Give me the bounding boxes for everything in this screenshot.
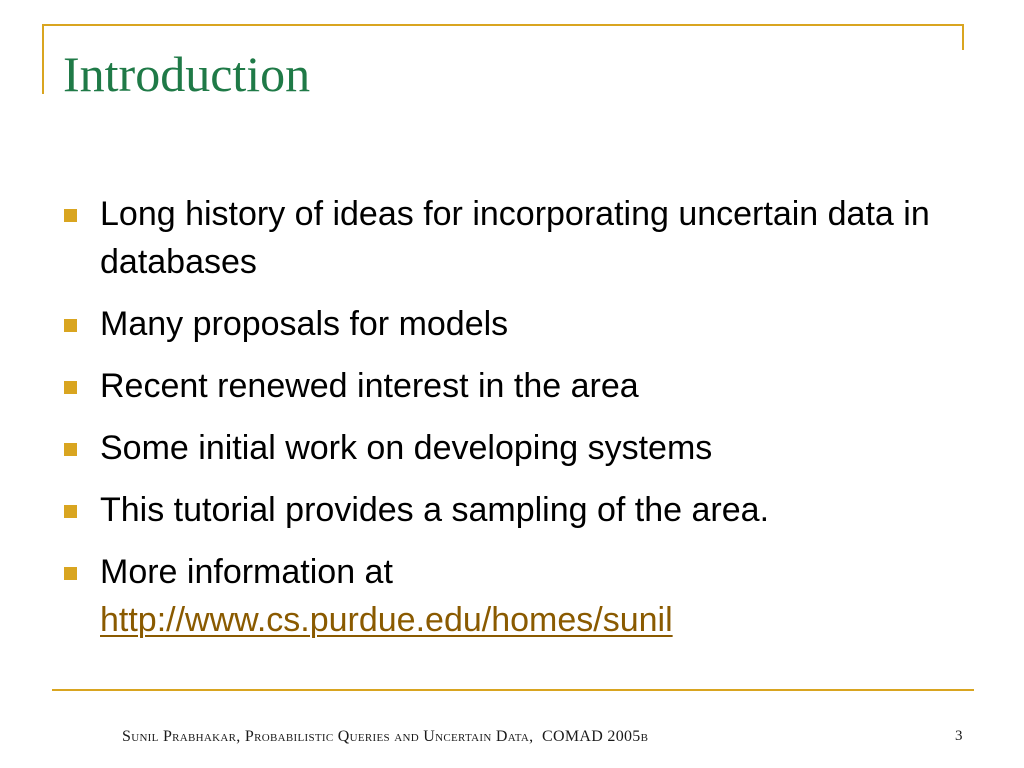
slide-title: Introduction <box>63 46 311 102</box>
square-bullet-icon <box>64 209 77 222</box>
square-bullet-icon <box>64 567 77 580</box>
page-number: 3 <box>955 728 963 744</box>
bullet-item <box>62 190 962 286</box>
footer-rule <box>52 689 974 691</box>
bullet-text: Many proposals for models <box>100 305 509 343</box>
square-bullet-icon <box>64 443 77 456</box>
homepage-link[interactable]: http://www.cs.purdue.edu/homes/sunil <box>100 601 673 639</box>
bullet-item <box>62 486 962 534</box>
frame-top-rule <box>42 24 964 26</box>
bullet-item <box>62 424 962 472</box>
bullet-text: Long history of ideas for incorporating uncertain data in databases <box>100 195 930 281</box>
bullet-text: More information at <box>100 553 393 591</box>
bullet-text: This tutorial provides a sampling of the area. <box>100 491 770 529</box>
bullet-item <box>62 300 962 348</box>
square-bullet-icon <box>64 381 77 394</box>
bullet-text: Recent renewed interest in the area <box>100 367 639 405</box>
bullet-list <box>62 190 962 658</box>
frame-left-rule <box>42 24 44 94</box>
square-bullet-icon <box>64 319 77 332</box>
square-bullet-icon <box>64 505 77 518</box>
frame-right-rule <box>962 24 964 50</box>
bullet-text: Some initial work on developing systems <box>100 429 713 467</box>
footer-citation: Sunil Prabhakar, Probabilistic Queries and Uncertain Data, COMAD 2005b <box>122 728 649 745</box>
bullet-item <box>62 362 962 410</box>
bullet-item <box>62 548 962 644</box>
